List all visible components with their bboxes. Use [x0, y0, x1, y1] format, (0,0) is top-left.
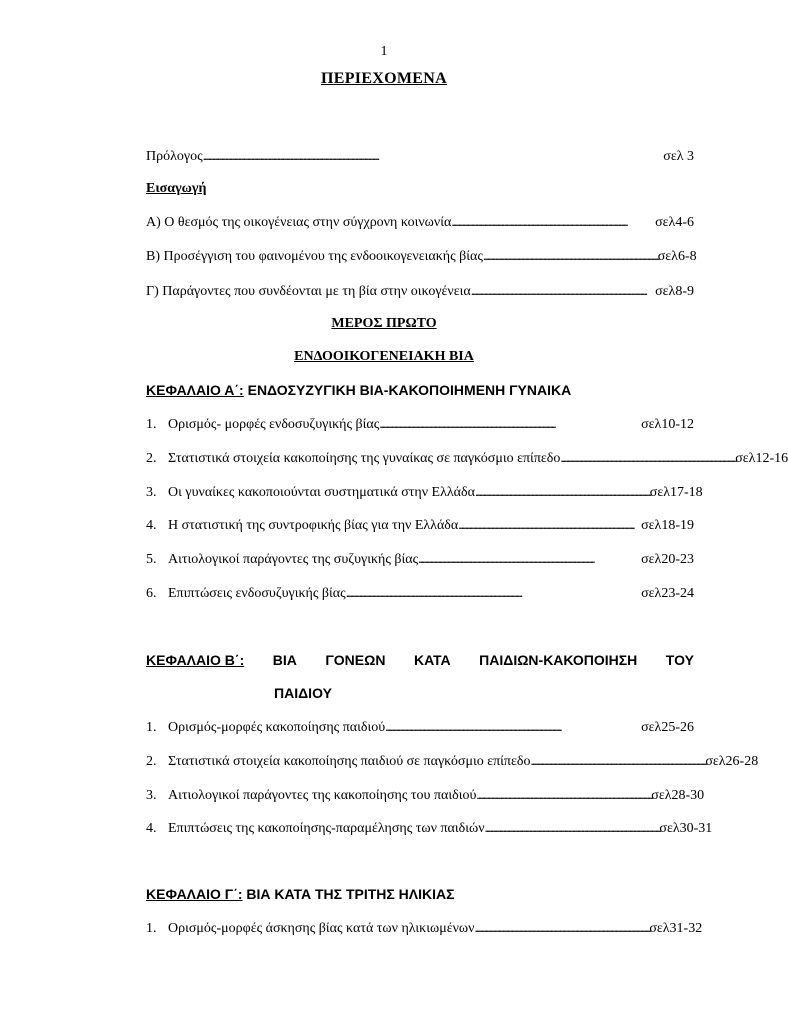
chapter-label: ΚΕΦΑΛΑΙΟ Α΄: — [146, 382, 244, 398]
toc-entry-number: 2. — [146, 754, 157, 769]
toc-entry-page: σελ18-19 — [641, 518, 694, 533]
toc-entry-page: σελ25-26 — [641, 720, 694, 735]
toc-entry-page: σελ6-8 — [657, 249, 697, 264]
toc-entry-page: σελ12-16 — [735, 451, 788, 466]
chapter-label: ΚΕΦΑΛΑΙΟ Β΄: — [146, 652, 245, 668]
dot-leader — [474, 920, 649, 937]
toc-entry-text: Στατιστικά στοιχεία κακοποίησης της γυναίκας σε παγκόσμιο επίπεδο — [168, 451, 561, 466]
dot-leader — [451, 214, 655, 231]
part-heading: ΜΕΡΟΣ ΠΡΩΤΟ — [331, 316, 437, 331]
toc-entry-number: 3. — [146, 485, 157, 500]
toc-entry-page: σελ28-30 — [651, 788, 705, 803]
toc-entry-b1[interactable] — [146, 719, 694, 736]
toc-entry-page: σελ4-6 — [655, 215, 694, 230]
toc-entry-intro-a[interactable] — [146, 214, 694, 231]
toc-entry-number: 6. — [146, 586, 157, 601]
chapter-title: ΒΙΑ ΚΑΤΑ ΤΗΣ ΤΡΙΤΗΣ ΗΛΙΚΙΑΣ — [242, 886, 455, 902]
toc-entry-text: Γ) Παράγοντες που συνδέονται με τη βία στην οικογένεια — [146, 284, 471, 299]
toc-entry-c1[interactable] — [146, 920, 703, 937]
dot-leader — [385, 719, 641, 736]
toc-entry-text: Αιτιολογικοί παράγοντες της κακοποίησης του παιδιού — [168, 788, 477, 803]
toc-entry-text: Ορισμός-μορφές άσκησης βίας κατά των ηλικιωμένων — [168, 921, 475, 936]
toc-entry-a5[interactable] — [146, 551, 694, 568]
toc-entry-number: 4. — [146, 518, 157, 533]
toc-entry-intro-c[interactable] — [146, 283, 694, 300]
toc-entry-b3[interactable] — [146, 787, 705, 804]
toc-entry-page: σελ8-9 — [655, 284, 694, 299]
chapter-title: ΕΝΔΟΣΥΖΥΓΙΚΗ ΒΙΑ-ΚΑΚΟΠΟΙΗΜΕΝΗ ΓΥΝΑΙΚΑ — [243, 382, 572, 398]
toc-entry-text: Ορισμός- μορφές ενδοσυζυγικής βίας — [168, 417, 380, 432]
toc-entry-page: σελ 3 — [663, 149, 694, 164]
dot-leader — [379, 416, 641, 433]
toc-entry-page: σελ17-18 — [649, 485, 703, 500]
toc-entry-number: 2. — [146, 451, 157, 466]
toc-entry-text: Αιτιολογικοί παράγοντες της συζυγικής βίας — [168, 552, 419, 567]
toc-entry-text: Πρόλογος — [146, 149, 203, 164]
dot-leader — [483, 248, 658, 265]
dot-leader — [476, 787, 651, 804]
chapter-title-word: ΒΙΑ — [272, 652, 297, 668]
chapter-title-word: ΚΑΤΑ — [413, 652, 451, 668]
toc-entry-intro-b[interactable] — [146, 248, 697, 265]
toc-entry-number: 1. — [146, 720, 157, 735]
page-title: ΠΕΡΙΕΧΟΜΕΝΑ — [321, 70, 447, 87]
intro-heading: Εισαγωγή — [146, 181, 207, 196]
toc-entry-a4[interactable] — [146, 517, 694, 534]
toc-entry-number: 1. — [146, 921, 157, 936]
toc-entry-a3[interactable] — [146, 484, 703, 501]
toc-entry-text: Στατιστικά στοιχεία κακοποίησης παιδιού σε παγκόσμιο επίπεδο — [168, 754, 531, 769]
dot-leader — [458, 517, 641, 534]
toc-entry-text: Η στατιστική της συντροφικής βίας για την Ελλάδα — [168, 518, 459, 533]
toc-entry-a2[interactable] — [146, 450, 788, 467]
toc-entry-b4[interactable] — [146, 820, 713, 837]
dot-leader — [560, 450, 735, 467]
toc-entry-text: Επιπτώσεις της κακοποίησης-παραμέλησης των παιδιών — [168, 821, 485, 836]
chapter-c-heading — [146, 886, 455, 902]
toc-entry-number: 5. — [146, 552, 157, 567]
toc-entry-text: Α) Ο θεσμός της οικογένειας στην σύγχρονη κοινωνία — [146, 215, 452, 230]
chapter-title-word: ΓΟΝΕΩΝ — [325, 652, 386, 668]
toc-entry-b2[interactable] — [146, 753, 759, 770]
toc-entry-page: σελ26-28 — [705, 754, 759, 769]
dot-leader — [485, 820, 660, 837]
chapter-title-word: ΠΑΙΔΙΩΝ-ΚΑΚΟΠΟΙΗΣΗ — [479, 652, 638, 668]
dot-leader — [346, 585, 641, 602]
toc-entry-number: 1. — [146, 417, 157, 432]
dot-leader — [418, 551, 641, 568]
dot-leader — [530, 753, 705, 770]
dot-leader — [203, 148, 664, 165]
part-subheading: ΕΝΔΟΟΙΚΟΓΕΝΕΙΑΚΗ ΒΙΑ — [294, 349, 474, 364]
chapter-a-heading — [146, 382, 571, 398]
toc-entry-page: σελ23-24 — [641, 586, 694, 601]
dot-leader — [475, 484, 650, 501]
chapter-b-heading-continuation: ΠΑΙΔΙΟΥ — [274, 685, 332, 701]
chapter-label: ΚΕΦΑΛΑΙΟ Γ΄: — [146, 886, 243, 902]
toc-entry-page: σελ10-12 — [641, 417, 694, 432]
toc-entry-a1[interactable] — [146, 416, 694, 433]
page-number: 1 — [380, 44, 388, 59]
toc-entry-a6[interactable] — [146, 585, 694, 602]
toc-entry-number: 3. — [146, 788, 157, 803]
chapter-b-heading — [146, 652, 694, 668]
toc-entry-prologue[interactable] — [146, 148, 694, 165]
dot-leader — [471, 283, 655, 300]
toc-entry-text: Ορισμός-μορφές κακοποίησης παιδιού — [168, 720, 386, 735]
chapter-title-word: ΤΟΥ — [665, 652, 694, 668]
toc-entry-number: 4. — [146, 821, 157, 836]
toc-entry-text: Οι γυναίκες κακοποιούνται συστηματικά στην Ελλάδα — [168, 485, 475, 500]
toc-entry-text: Β) Προσέγγιση του φαινομένου της ενδοοικογενειακής βίας — [146, 249, 483, 264]
toc-entry-page: σελ20-23 — [641, 552, 694, 567]
toc-entry-text: Επιπτώσεις ενδοσυζυγικής βίας — [168, 586, 346, 601]
toc-entry-page: σελ31-32 — [649, 921, 703, 936]
toc-entry-page: σελ30-31 — [659, 821, 713, 836]
